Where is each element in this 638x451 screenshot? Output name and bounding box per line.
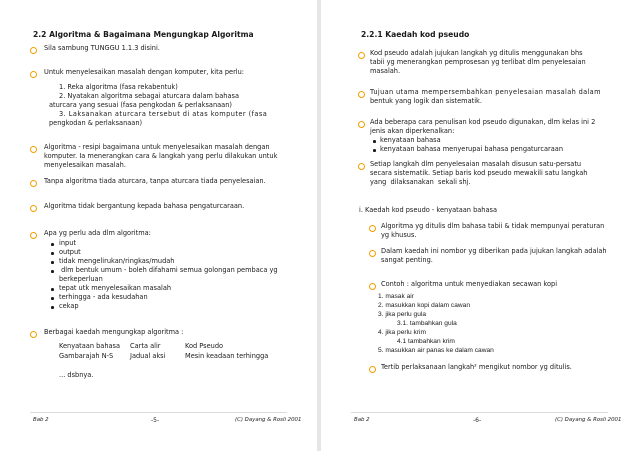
paragraph: Contoh : algoritma untuk menyediakan secawan kopi <box>381 280 558 288</box>
bullet-icon <box>369 250 376 257</box>
bullet-dot-icon <box>373 149 376 152</box>
step-item: 3. jika perlu gula <box>378 311 427 318</box>
paragraph: Untuk menyelesaikan masalah dengan komputer, kita perlu: <box>44 68 245 76</box>
bullet-icon <box>369 366 376 373</box>
paragraph: komputer. Ia menerangkan cara & langkah yang perlu dilakukan untuk <box>44 152 278 160</box>
bullet-dot-icon <box>51 288 54 291</box>
footer-copyright: (C) Dayang & Rosli 2001 <box>555 417 622 423</box>
method-cell: Kenyataan bahasa <box>59 342 121 350</box>
paragraph: Algoritma - resipi bagaimana untuk menyelesaikan masalah dengan <box>44 143 270 151</box>
list-item: 1. Reka algoritma (fasa rekabentuk) <box>59 83 178 91</box>
list-item: 2. Nyatakan algoritma sebagai aturcara dalam bahasa <box>59 92 239 100</box>
list-item: kenyataan bahasa <box>380 136 441 144</box>
list-item: kenyataan bahasa menyerupai bahasa pengaturcaraan <box>380 145 564 153</box>
left-page <box>0 0 317 451</box>
list-item: cekap <box>59 302 79 310</box>
bullet-icon <box>30 146 37 153</box>
paragraph: menyelesaikan masalah. <box>44 161 126 169</box>
paragraph: Kod pseudo adalah jujukan langkah yg ditulis menggunakan bhs <box>370 49 583 57</box>
bullet-icon <box>30 205 37 212</box>
paragraph: Dalam kaedah ini nombor yg diberikan pada jujukan langkah adalah <box>381 247 607 255</box>
step-item: 1. masak air <box>378 293 414 300</box>
list-item: output <box>59 248 81 256</box>
bullet-icon <box>358 91 365 98</box>
paragraph: Algoritma tidak bergantung kepada bahasa pengaturcaraan. <box>44 202 245 210</box>
bullet-icon <box>369 283 376 290</box>
list-item: pengkodan & perlaksanaan) <box>49 119 143 127</box>
bullet-dot-icon <box>51 243 54 246</box>
bullet-dot-icon <box>51 270 54 273</box>
paragraph: Tujuan utama mempersembahkan penyelesaian masalah dalam <box>370 88 601 96</box>
paragraph: sangat penting. <box>381 256 433 264</box>
bullet-icon <box>30 180 37 187</box>
page-number: -6- <box>473 417 482 424</box>
bullet-icon <box>30 47 37 54</box>
list-item: aturcara yang sesuai (fasa pengkodan & perlaksanaan) <box>49 101 232 109</box>
paragraph: yg khusus. <box>381 231 417 239</box>
etc-text: ... dsbnya. <box>59 371 94 379</box>
paragraph: Setiap langkah dlm penyelesaian masalah disusun satu-persatu <box>370 160 582 168</box>
list-item: input <box>59 239 76 247</box>
bullet-icon <box>358 52 365 59</box>
bullet-icon <box>369 225 376 232</box>
paragraph: Tanpa algoritma tiada aturcara, tanpa aturcara tiada penyelesaian. <box>44 177 266 185</box>
footer-rule <box>351 412 608 413</box>
bullet-icon <box>358 163 365 170</box>
list-item: tepat utk menyelesaikan masalah <box>59 284 172 292</box>
step-item: 4.1 tambahkan krim <box>397 338 455 345</box>
page-number: -5- <box>151 417 160 424</box>
bullet-dot-icon <box>51 252 54 255</box>
paragraph: jenis akan diperkenalkan: <box>370 127 455 135</box>
bullet-dot-icon <box>51 297 54 300</box>
bullet-dot-icon <box>51 261 54 264</box>
list-item: terhingga - ada kesudahan <box>59 293 148 301</box>
bullet-icon <box>358 121 365 128</box>
paragraph: yang dilaksanakan sekali shj. <box>370 178 471 186</box>
paragraph: secara sistematik. Setiap baris kod pseudo mewakili satu langkah <box>370 169 588 177</box>
paragraph: bentuk yang logik dan sistematik. <box>370 97 482 105</box>
method-cell: Jadual aksi <box>130 352 166 360</box>
paragraph: Apa yg perlu ada dlm algoritma: <box>44 229 151 237</box>
list-item: berkeperluan <box>59 275 103 283</box>
paragraph: tabii yg menerangkan pemprosesan yg terlibat dlm penyelesaian <box>370 58 586 66</box>
footer-chapter: Bab 2 <box>354 417 370 423</box>
bullet-icon <box>30 232 37 239</box>
paragraph: Ada beberapa cara penulisan kod pseudo digunakan, dlm kelas ini 2 <box>370 118 596 126</box>
bullet-dot-icon <box>373 140 376 143</box>
footer-copyright: (C) Dayang & Rosli 2001 <box>235 417 302 423</box>
bullet-icon <box>30 71 37 78</box>
list-item: tidak mengelirukan/ringkas/mudah <box>59 257 175 265</box>
paragraph: Tertib perlaksanaan langkah² mengikut nombor yg ditulis. <box>381 363 572 371</box>
bullet-icon <box>30 331 37 338</box>
step-item: 3.1. tambahkan gula <box>397 320 457 327</box>
method-cell: Kod Pseudo <box>185 342 224 350</box>
method-cell: Gambarajah N-S <box>59 352 114 360</box>
list-item: dlm bentuk umum - boleh difahami semua golongan pembaca yg <box>59 266 278 274</box>
step-item: 4. jika perlu krim <box>378 329 427 336</box>
step-item: 5. masukkan air panas ke dalam cawan <box>378 347 494 354</box>
page-title: 2.2 Algoritma & Bagaimana Mengungkap Algoritma <box>33 30 254 39</box>
page-title: 2.2.1 Kaedah kod pseudo <box>361 30 470 39</box>
section-heading: i. Kaedah kod pseudo - kenyataan bahasa <box>359 206 498 214</box>
list-item: 3. Laksanakan aturcara tersebut di atas komputer (fasa <box>59 110 268 118</box>
method-cell: Carta alir <box>130 342 161 350</box>
right-page <box>321 0 638 451</box>
paragraph: Algoritma yg ditulis dlm bahasa tabii & tidak mempunyai peraturan <box>381 222 605 230</box>
footer-rule <box>30 412 287 413</box>
paragraph: Berbagai kaedah mengungkap algoritma : <box>44 328 184 336</box>
paragraph: masalah. <box>370 67 401 75</box>
bullet-dot-icon <box>51 306 54 309</box>
method-cell: Mesin keadaan terhingga <box>185 352 269 360</box>
footer-chapter: Bab 2 <box>33 417 49 423</box>
step-item: 2. masukkan kopi dalam cawan <box>378 302 470 309</box>
paragraph: Sila sambung TUNGGU 1.1.3 disini. <box>44 44 160 52</box>
